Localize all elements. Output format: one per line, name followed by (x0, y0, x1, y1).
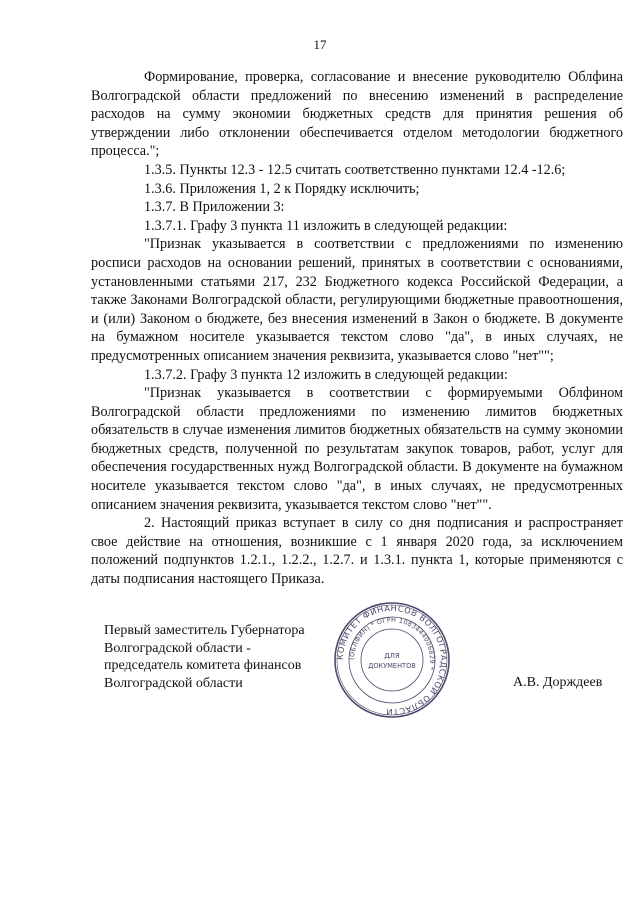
seal-center-text-bottom: ДОКУМЕНТОВ (368, 662, 416, 670)
paragraph-methodology: Формирование, проверка, согласование и внесение руководителю Облфина Волгоградской области предложений по внесению изменений в распределение расходов на сумму экономии бюджетных средств для принятия решения об утверждении либо отклонении обеспечивается отделом методологии бюджетного процесса."; (91, 69, 623, 160)
paragraph-2-effective-date: 2. Настоящий приказ вступает в силу со дня подписания и распространяет свое действие на отношения, возникшие с 1 января 2020 года, за исключением положений подпунктов 1.2.1., 1.2.2., 1.2.7. и 1.3.1. пункта 1, которые применяются с даты подписания настоящего Приказа. (91, 515, 623, 588)
paragraph-quote-item-11: "Признак указывается в соответствии с предложениями по изменению росписи расходов на основании решений, принятых в соответствии с основаниями, установленными статьями 217, 232 Бюджетного кодекса Российской Федерации, а также Законами Волгоградской области, регулирующими бюджетные правоотношения, и (или) Законом о бюджете, без внесения изменений в Закон о бюджете. В документе на бумажном носителе указывается текстом слово "да", в иных случаях, не предусмотренных описанием значения реквизита, указывается слово "нет""; (91, 236, 623, 364)
official-seal (332, 600, 452, 720)
paragraph-1-3-6: 1.3.6. Приложения 1, 2 к Порядку исключить; (144, 180, 420, 197)
paragraph-1-3-5: 1.3.5. Пункты 12.3 - 12.5 считать соответственно пунктами 12.4 -12.6; (144, 161, 566, 178)
seal-center-text-top: ДЛЯ (384, 652, 400, 660)
paragraph-quote-item-12: "Признак указывается в соответствии с формируемыми Облфином Волгоградской области предложениями по изменению лимитов бюджетных обязательств в случае изменения лимитов бюджетных обязательств на сумму экономии бюджетных средств, полученной по результатам закупок товаров, работ, услуг для обеспечения государственных нужд Волгоградской области. В документе на бумажном носителе указывается текстом слово "да", в иных случаях, не предусмотренных описанием значения реквизита, указывается текстом слово "нет"". (91, 385, 623, 513)
paragraph-1-3-7-2: 1.3.7.2. Графу 3 пункта 12 изложить в следующей редакции: (144, 366, 508, 383)
paragraph-1-3-7: 1.3.7. В Приложении 3: (144, 199, 285, 216)
signatory-line: Волгоградской области (104, 675, 243, 691)
signatory-line: Первый заместитель Губернатора (104, 623, 305, 638)
signatory-line: председатель комитета финансов (104, 658, 302, 674)
page-number: 17 (313, 37, 327, 52)
signer-name: А.В. Дорждеев (513, 675, 603, 690)
seal-inner-text: (ОБЛФИН) * ОГРН 1083444006829 * (347, 615, 437, 671)
signatory-position (104, 622, 344, 692)
seal-outer-text: КОМИТЕТ ФИНАНСОВ ВОЛГОГРАДСКОЙ ОБЛАСТИ (334, 602, 450, 718)
signatory-line: Волгоградской области - (104, 640, 251, 656)
paragraph-1-3-7-1: 1.3.7.1. Графу 3 пункта 11 изложить в следующей редакции: (144, 217, 508, 234)
document-body (91, 68, 623, 589)
